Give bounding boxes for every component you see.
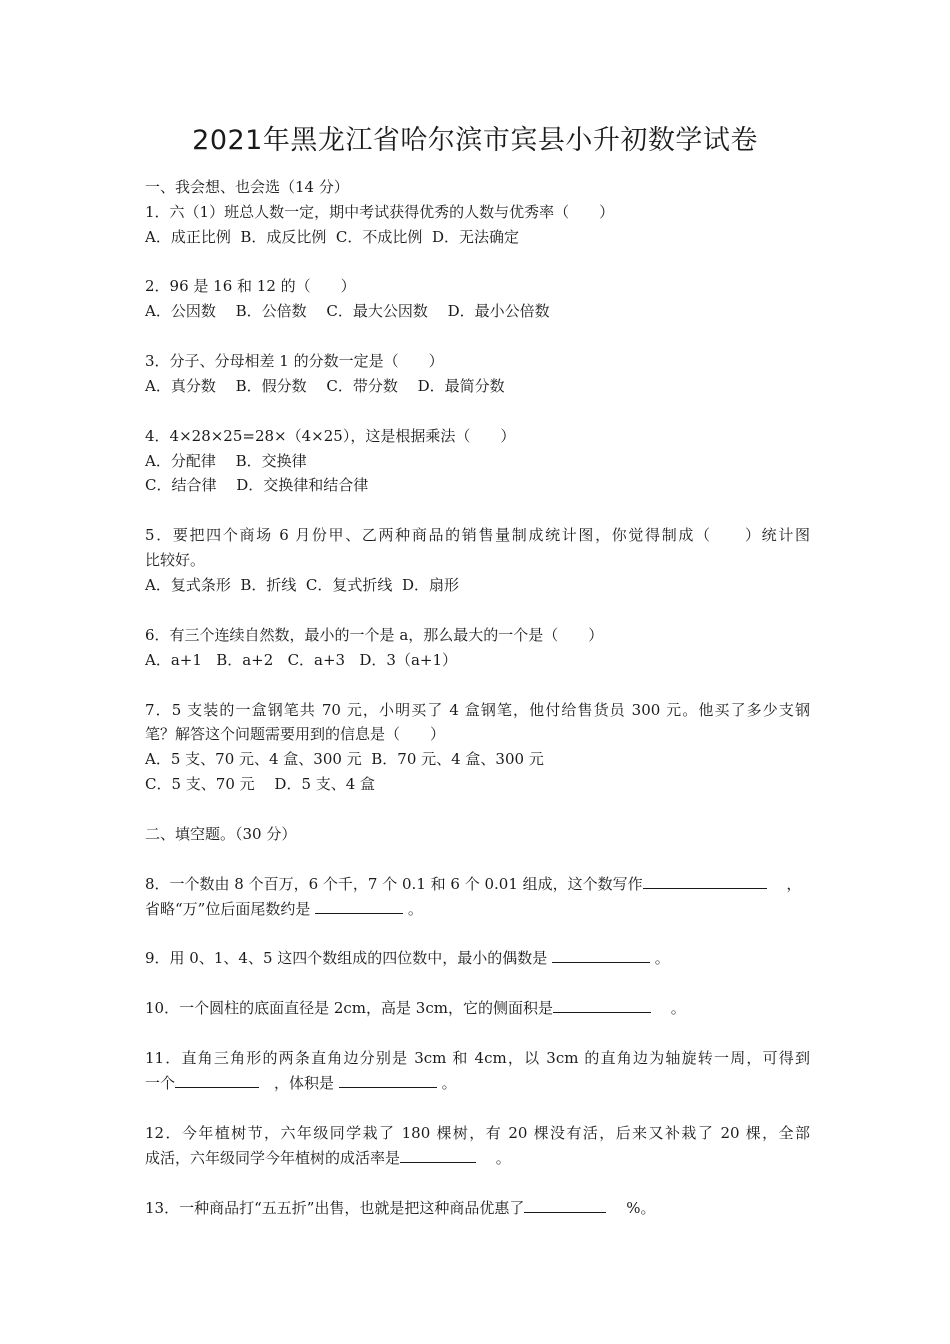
section-heading-choice: 一、我会想、也会选（14 分）: [145, 178, 349, 196]
question-7-options-line1: A．5 支、70 元、4 盒、300 元 B．70 元、4 盒、300 元: [145, 750, 544, 768]
question-1-stem: 1．六（1）班总人数一定，期中考试获得优秀的人数与优秀率（ ）: [145, 203, 615, 221]
answer-blank-13[interactable]: [524, 1197, 606, 1213]
question-5-stem-line1: 5．要把四个商场 6 月份甲、乙两种商品的销售量制成统计图，你觉得制成（ ）统计图: [145, 526, 810, 544]
question-9: [145, 947, 810, 969]
answer-blank-8a[interactable]: [643, 873, 767, 889]
question-4-stem: 4．4×28×25=28×（4×25），这是根据乘法（ ）: [145, 427, 516, 445]
question-11-text-a: 一个: [145, 1074, 176, 1092]
question-12-text-a: 成活，六年级同学今年植树的成活率是: [145, 1149, 401, 1167]
question-12-line1: 12．今年植树节，六年级同学栽了 180 棵树，有 20 棵没有活，后来又补栽了 20 棵，全部: [145, 1124, 810, 1142]
question-4-options-line2: C．结合律 D．交换律和结合律: [145, 476, 369, 494]
question-8-text-b: ，: [766, 875, 802, 893]
question-9-text-a: 9．用 0、1、4、5 这四个数组成的四位数中，最小的偶数是: [145, 949, 553, 967]
answer-blank-11b[interactable]: [339, 1072, 437, 1088]
question-5-stem-line2: 比较好。: [145, 551, 206, 569]
question-11-line2: [145, 1072, 810, 1094]
question-10-text-a: 10．一个圆柱的底面直径是 2cm，高是 3cm，它的侧面积是: [145, 999, 553, 1017]
question-10-text-b: 。: [650, 999, 686, 1017]
question-8-text-d: 。: [403, 900, 423, 918]
question-13-text-b: %。: [606, 1199, 656, 1217]
answer-blank-10[interactable]: [553, 997, 651, 1013]
question-8-text-a: 8．一个数由 8 个百万，6 个千，7 个 0.1 和 6 个 0.01 组成，这个数写作: [145, 875, 643, 893]
question-12-line2: [145, 1147, 810, 1169]
question-11-text-c: 。: [436, 1074, 457, 1092]
question-6-stem: 6．有三个连续自然数，最小的一个是 a，那么最大的一个是（ ）: [145, 626, 604, 644]
question-13-text-a: 13．一种商品打“五五折”出售，也就是把这种商品优惠了: [145, 1199, 525, 1217]
question-4-options-line1: A．分配律 B．交换律: [145, 452, 307, 470]
question-7-options-line2: C．5 支、70 元 D．5 支、4 盒: [145, 775, 376, 793]
answer-blank-8b[interactable]: [315, 898, 403, 914]
question-11-line1: 11．直角三角形的两条直角边分别是 3cm 和 4cm，以 3cm 的直角边为轴旋转一周，可得到: [145, 1049, 810, 1067]
question-2-options: A．公因数 B．公倍数 C．最大公因数 D．最小公倍数: [145, 302, 550, 320]
answer-blank-9[interactable]: [552, 947, 650, 963]
question-13: [145, 1197, 810, 1219]
question-10: [145, 997, 810, 1019]
question-3-options: A．真分数 B．假分数 C．带分数 D．最简分数: [145, 377, 505, 395]
question-8-text-c: 省略“万”位后面尾数约是: [145, 900, 316, 918]
answer-blank-12[interactable]: [400, 1147, 476, 1163]
page-title: 2021年黑龙江省哈尔滨市宾县小升初数学试卷: [192, 125, 758, 156]
question-8-line2: [145, 898, 810, 920]
question-11-text-b: ，体积是: [259, 1074, 339, 1092]
question-8-line1: [145, 873, 810, 895]
question-5-options: A．复式条形 B．折线 C．复式折线 D．扇形: [145, 576, 459, 594]
question-12-text-b: 。: [476, 1149, 511, 1167]
section-heading-fill: 二、填空题。（30 分）: [145, 825, 297, 843]
question-1-options: A．成正比例 B．成反比例 C．不成比例 D．无法确定: [145, 228, 519, 246]
question-9-text-b: 。: [650, 949, 670, 967]
question-6-options: A．a+1 B．a+2 C．a+3 D．3（a+1）: [145, 651, 458, 669]
question-3-stem: 3．分子、分母相差 1 的分数一定是（ ）: [145, 352, 444, 370]
answer-blank-11a[interactable]: [175, 1072, 259, 1088]
question-7-stem-line1: 7．5 支装的一盒钢笔共 70 元，小明买了 4 盒钢笔，他付给售货员 300 元。他买了多少支钢: [145, 701, 810, 719]
question-7-stem-line2: 笔？解答这个问题需要用到的信息是（ ）: [145, 725, 446, 743]
question-2-stem: 2．96 是 16 和 12 的（ ）: [145, 277, 356, 295]
